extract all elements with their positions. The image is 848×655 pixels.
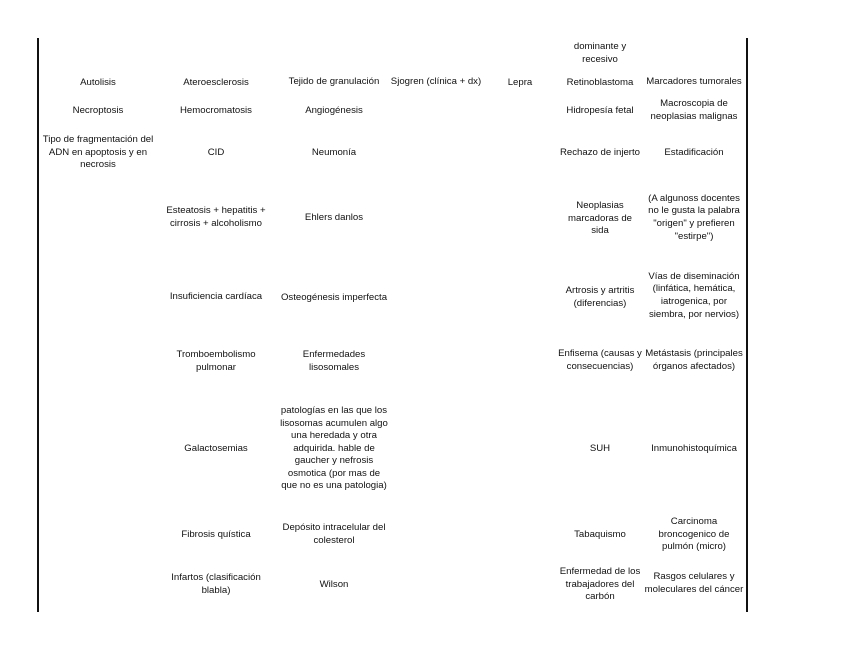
cell-hidropesia-fetal: Hidropesía fetal: [566, 104, 634, 116]
cell-ateroesclerosis: Ateroesclerosis: [183, 76, 249, 88]
cell-marcadores-tumorales: Marcadores tumorales: [646, 75, 742, 87]
cell-estadificacion: Estadificación: [664, 146, 724, 158]
cell-tromboembolismo: Tromboembolismo pulmonar: [176, 349, 256, 373]
cell-lepra: Lepra: [507, 76, 533, 88]
left-border: [37, 38, 39, 612]
cell-neumonia: Neumonía: [311, 146, 357, 158]
cell-rechazo-injerto: Rechazo de injerto: [560, 146, 640, 158]
cell-insuficiencia-cardiaca: Insuficiencia cardíaca: [169, 290, 263, 302]
cell-carcinoma-broncogenico: Carcinoma broncogenico de pulmón (micro): [658, 516, 730, 553]
cell-tejido-granulacion: Tejido de granulación: [288, 75, 380, 87]
cell-rasgos-cancer: Rasgos celulares y moleculares del cáncer: [644, 571, 744, 595]
cell-macroscopia-neoplasias: Macroscopia de neoplasias malignas: [650, 98, 738, 122]
cell-sjogren: Sjogren (clínica + dx): [390, 75, 482, 87]
cell-enfermedad-carbon: Enfermedad de los trabajadores del carbón: [559, 566, 641, 603]
cell-enfermedades-lisosomales: Enfermedades lisosomales: [302, 349, 366, 373]
cell-wilson: Wilson: [319, 578, 349, 590]
cell-autolisis: Autolisis: [80, 76, 116, 88]
cell-vias-diseminacion: Vías de diseminación (linfática, hemática, iatrogenica, por siembra, por nervios): [648, 270, 740, 320]
cell-estirpe-note: (A algunoss docentes no le gusta la palabra "origen" y prefieren "estirpe"): [648, 192, 740, 242]
cell-metastasis: Metástasis (principales órganos afectados): [645, 348, 743, 372]
cell-galactosemias: Galactosemias: [184, 442, 248, 454]
cell-artrosis-artritis: Artrosis y artritis (diferencias): [565, 285, 635, 309]
cell-patologias-lisosomas: patologías en las que los lisosomas acumulen algo una heredada y otra adquirida. hable de gaucher y nefrosis osmotica (por mas de que no es una patologia): [280, 404, 388, 492]
cell-necroptosis: Necroptosis: [72, 104, 124, 116]
cell-tipo-fragmentacion: Tipo de fragmentación del ADN en apoptosis y en necrosis: [42, 134, 154, 171]
cell-angiogenesis: Angiogénesis: [305, 104, 363, 116]
cell-deposito-colesterol: Depósito intracelular del colesterol: [282, 522, 386, 546]
cell-cid: CID: [207, 146, 225, 158]
cell-tabaquismo: Tabaquismo: [574, 528, 626, 540]
right-border: [746, 38, 748, 612]
cell-retinoblastoma: Retinoblastoma: [566, 76, 634, 88]
cell-suh: SUH: [589, 442, 611, 454]
cell-hemocromatosis: Hemocromatosis: [180, 104, 252, 116]
cell-fibrosis-quistica: Fibrosis quística: [181, 528, 251, 540]
cell-inmunohistoquimica: Inmunohistoquímica: [651, 442, 737, 454]
cell-ehlers-danlos: Ehlers danlos: [304, 211, 364, 223]
cell-dominante-recesivo: dominante y recesivo: [573, 41, 627, 65]
cell-enfisema: Enfisema (causas y consecuencias): [558, 348, 642, 372]
cell-esteatosis: Esteatosis + hepatitis + cirrosis + alcoholismo: [166, 205, 266, 229]
cell-infartos: Infartos (clasificación blabla): [171, 572, 261, 596]
cell-osteogenesis: Osteogénesis imperfecta: [280, 291, 388, 303]
cell-neoplasias-sida: Neoplasias marcadoras de sida: [568, 200, 632, 237]
